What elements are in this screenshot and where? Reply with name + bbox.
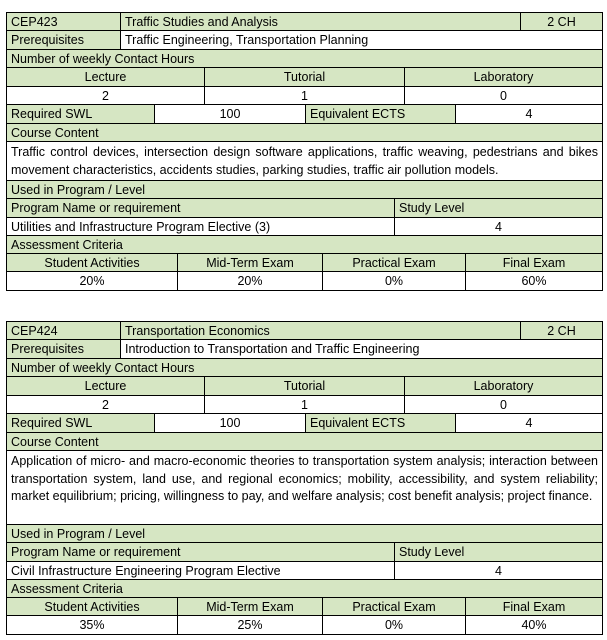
- program-header-row: [6, 543, 603, 562]
- equivalent-ects-label: Equivalent ECTS: [305, 414, 455, 432]
- course-header-row: [6, 12, 603, 31]
- practical-exam-value: 0%: [322, 272, 465, 290]
- program-name-value: Civil Infrastructure Engineering Program Elective: [11, 563, 281, 578]
- student-activities-value: 35%: [79, 618, 105, 632]
- laboratory-label: Laboratory: [404, 68, 602, 86]
- lecture-value: 2: [102, 88, 109, 103]
- course-code: CEP423: [11, 14, 58, 29]
- program-name-value: Utilities and Infrastructure Program Elective (3): [11, 219, 271, 234]
- tutorial-label: Tutorial: [204, 68, 404, 86]
- prerequisites-label: Prerequisites: [7, 31, 120, 49]
- study-level-value: 4: [394, 218, 602, 235]
- midterm-exam-value: 20%: [177, 272, 322, 290]
- laboratory-value: 0: [404, 396, 602, 413]
- student-activities-label: Student Activities: [44, 255, 140, 270]
- assessment-criteria-label: Assessment Criteria: [11, 237, 123, 252]
- assessment-header-row: [6, 254, 603, 272]
- laboratory-value: 0: [404, 87, 602, 104]
- prerequisites-row: [6, 340, 603, 359]
- program-name-label: Program Name or requirement: [11, 545, 181, 559]
- contact-hours-header: [6, 377, 603, 396]
- midterm-exam-value: 25%: [177, 616, 322, 634]
- tutorial-label: Tutorial: [204, 377, 404, 395]
- program-value-row: [6, 562, 603, 580]
- tutorial-value: 1: [204, 87, 404, 104]
- midterm-exam-label: Mid-Term Exam: [177, 254, 322, 271]
- study-level-value: 4: [394, 562, 602, 579]
- required-swl-value: 100: [154, 414, 305, 432]
- used-in-program-row: [6, 525, 603, 543]
- lecture-label: Lecture: [84, 70, 127, 84]
- final-exam-label: Final Exam: [465, 254, 602, 271]
- contact-hours-values: [6, 396, 603, 414]
- program-value-row: [6, 218, 603, 236]
- course-content-row: [6, 451, 603, 525]
- used-in-program-label: Used in Program / Level: [11, 182, 146, 197]
- equivalent-ects-label: Equivalent ECTS: [305, 105, 455, 123]
- course-content-label: Course Content: [11, 434, 99, 449]
- final-exam-label: Final Exam: [465, 598, 602, 615]
- assessment-values-row: [6, 616, 603, 635]
- program-name-label: Program Name or requirement: [11, 201, 181, 215]
- practical-exam-label: Practical Exam: [322, 598, 465, 615]
- equivalent-ects-value: 4: [455, 414, 602, 432]
- final-exam-value: 40%: [465, 616, 602, 634]
- required-swl-label: Required SWL: [7, 105, 154, 123]
- assessment-criteria-row: [6, 236, 603, 254]
- assessment-values-row: [6, 272, 603, 291]
- contact-hours-header: [6, 68, 603, 87]
- prerequisites-value: Introduction to Transportation and Traffic Engineering: [120, 340, 602, 358]
- course-title: Transportation Economics: [120, 322, 520, 339]
- required-swl-label: Required SWL: [7, 414, 154, 432]
- assessment-header-row: [6, 598, 603, 616]
- required-swl-value: 100: [154, 105, 305, 123]
- course-code: CEP424: [11, 323, 58, 338]
- prerequisites-value: Traffic Engineering, Transportation Planning: [120, 31, 602, 49]
- program-header-row: [6, 199, 603, 218]
- equivalent-ects-value: 4: [455, 105, 602, 123]
- prerequisites-row: [6, 31, 603, 50]
- contact-hours-label: Number of weekly Contact Hours: [11, 360, 195, 375]
- assessment-criteria-label: Assessment Criteria: [11, 581, 123, 596]
- final-exam-value: 60%: [465, 272, 602, 290]
- study-level-label: Study Level: [394, 199, 602, 217]
- course-content-label-row: [6, 124, 603, 142]
- contact-hours-label: Number of weekly Contact Hours: [11, 51, 195, 66]
- student-activities-label: Student Activities: [44, 599, 140, 614]
- course-title: Traffic Studies and Analysis: [120, 13, 520, 30]
- swl-row: [6, 414, 603, 433]
- prerequisites-label: Prerequisites: [7, 340, 120, 358]
- credit-hours: 2 CH: [520, 322, 602, 339]
- used-in-program-label: Used in Program / Level: [11, 526, 146, 541]
- used-in-program-row: [6, 181, 603, 199]
- lecture-label: Lecture: [84, 379, 127, 393]
- practical-exam-label: Practical Exam: [322, 254, 465, 271]
- course-table: [6, 12, 603, 291]
- swl-row: [6, 105, 603, 124]
- contact-hours-row: [6, 359, 603, 377]
- course-table: [6, 321, 603, 635]
- course-header-row: [6, 321, 603, 340]
- contact-hours-row: [6, 50, 603, 68]
- course-content-label: Course Content: [11, 125, 99, 140]
- laboratory-label: Laboratory: [404, 377, 602, 395]
- course-content-label-row: [6, 433, 603, 451]
- tutorial-value: 1: [204, 396, 404, 413]
- student-activities-value: 20%: [79, 274, 105, 288]
- lecture-value: 2: [102, 397, 109, 412]
- practical-exam-value: 0%: [322, 616, 465, 634]
- study-level-label: Study Level: [394, 543, 602, 561]
- assessment-criteria-row: [6, 580, 603, 598]
- course-content-row: [6, 142, 603, 181]
- contact-hours-values: [6, 87, 603, 105]
- course-content-text: Traffic control devices, intersection design software applications, traffic weaving, pedestrians and bikes movement characteristics, accidents studies, parking studies, traffic air pollution models.: [11, 145, 598, 177]
- midterm-exam-label: Mid-Term Exam: [177, 598, 322, 615]
- course-content-text: Application of micro- and macro-economic theories to transportation system analysis; interaction between transportation system, land use, and regional economics; mobility, accessibility, and system reliability; market equilibrium; pricing, willingness to pay, and welfare analysis; cost benefit analysis; project finance.: [11, 454, 598, 503]
- credit-hours: 2 CH: [520, 13, 602, 30]
